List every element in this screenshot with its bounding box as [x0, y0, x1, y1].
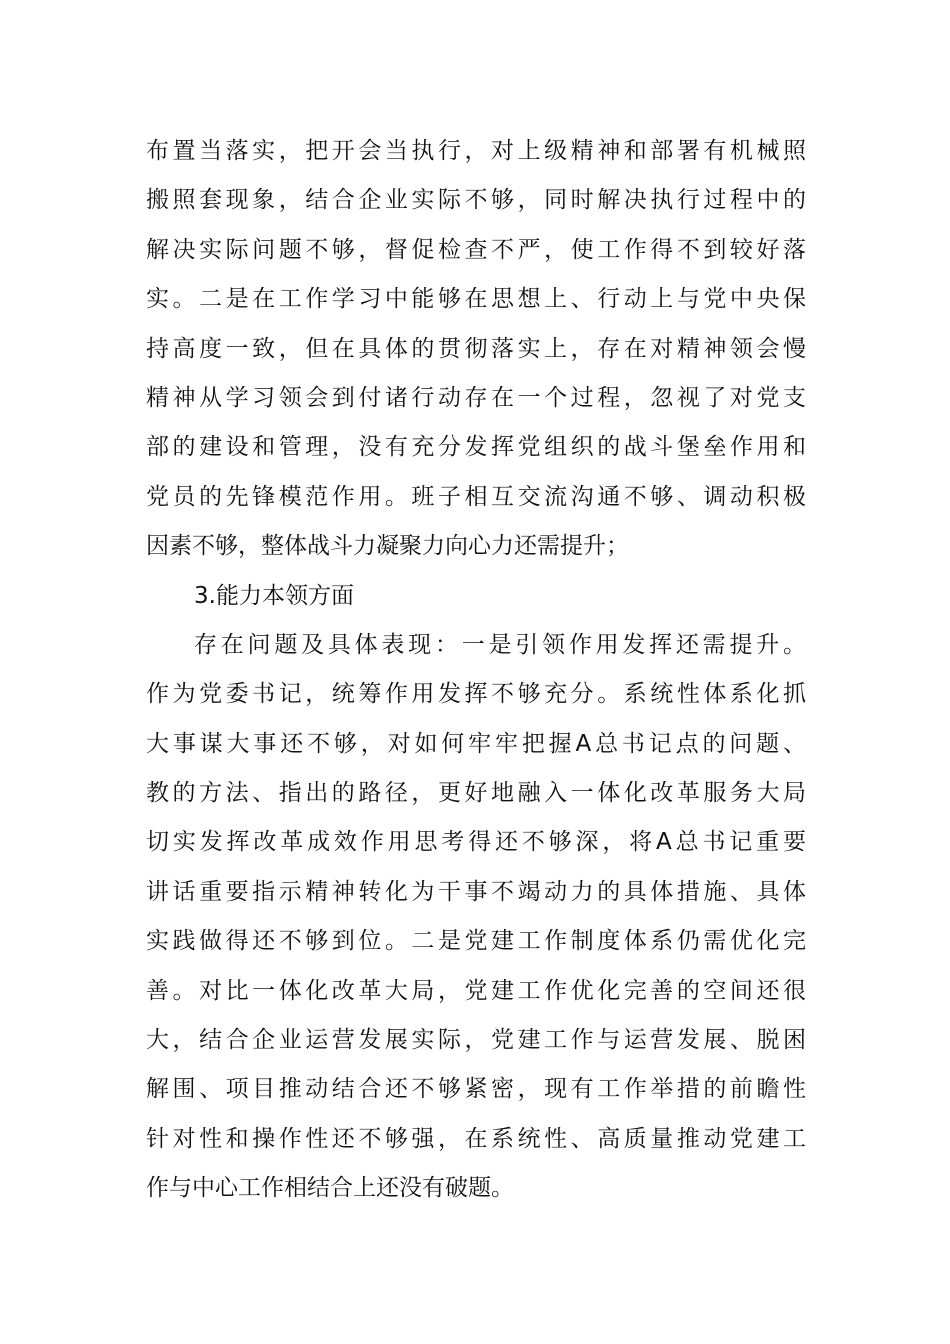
document-body — [146, 127, 806, 1214]
text-line: 实践做得还不够到位。二是党建工作制度体系仍需优化完 — [146, 928, 806, 955]
text-line: 大，结合企业运营发展实际，党建工作与运营发展、脱困 — [146, 1027, 806, 1054]
text-line: 搬照套现象，结合企业实际不够，同时解决执行过程中的 — [146, 187, 806, 214]
text-line: 大事谋大事还不够，对如何牢牢把握A总书记点的问题、 — [146, 730, 806, 757]
text-line: 党员的先锋模范作用。班子相互交流沟通不够、调动积极 — [146, 483, 806, 510]
text-line: 讲话重要指示精神转化为干事不竭动力的具体措施、具体 — [146, 878, 806, 905]
paragraph-start-line: 存在问题及具体表现：一是引领作用发挥还需提升。 — [194, 631, 806, 658]
text-line: 善。对比一体化改革大局，党建工作优化完善的空间还很 — [146, 977, 806, 1004]
text-line: 教的方法、指出的路径，更好地融入一体化改革服务大局 — [146, 780, 806, 807]
text-line: 布置当落实，把开会当执行，对上级精神和部署有机械照 — [146, 138, 806, 164]
text-line: 因素不够，整体战斗力凝聚力向心力还需提升； — [146, 533, 629, 560]
text-line: 解决实际问题不够，督促检查不严，使工作得不到较好落 — [146, 236, 806, 263]
section-heading: 3.能力本领方面 — [194, 582, 354, 609]
text-line: 实。二是在工作学习中能够在思想上、行动上与党中央保 — [146, 286, 806, 313]
text-line: 切实发挥改革成效作用思考得还不够深，将A总书记重要 — [146, 829, 806, 856]
text-line: 部的建设和管理，没有充分发挥党组织的战斗堡垒作用和 — [146, 434, 806, 461]
text-line: 作与中心工作相结合上还没有破题。 — [146, 1175, 514, 1202]
text-line: 针对性和操作性还不够强，在系统性、高质量推动党建工 — [146, 1125, 806, 1152]
text-line: 解围、项目推动结合还不够紧密，现有工作举措的前瞻性 — [146, 1076, 806, 1103]
text-line: 作为党委书记，统筹作用发挥不够充分。系统性体系化抓 — [146, 681, 806, 708]
text-line: 持高度一致，但在具体的贯彻落实上，存在对精神领会慢 — [146, 335, 806, 362]
text-line: 精神从学习领会到付诸行动存在一个过程，忽视了对党支 — [146, 384, 806, 411]
